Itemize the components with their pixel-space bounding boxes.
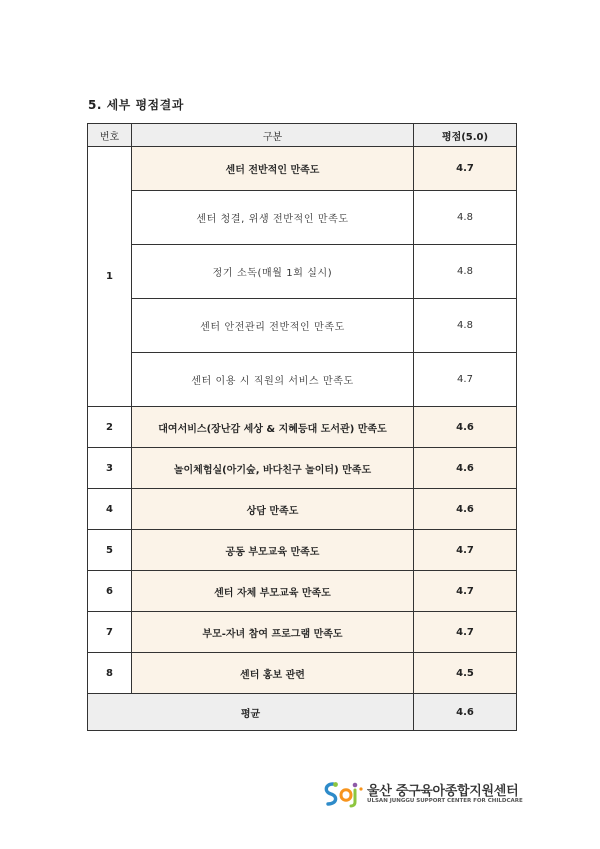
row-label: 센터 홍보 관련 [132,653,414,694]
table-row [88,191,517,245]
table-row [88,530,517,571]
row-label: 센터 안전관리 전반적인 만족도 [132,299,414,353]
table-row [88,571,517,612]
section-title: 5. 세부 평점결과 [88,98,184,112]
average-score: 4.6 [414,694,517,731]
table-row [88,612,517,653]
table-row [88,448,517,489]
row-score: 4.7 [414,612,517,653]
center-logo [322,778,523,810]
table-row [88,299,517,353]
center-name: 울산 중구육아종합지원센터 [367,784,519,799]
table-row [88,489,517,530]
row-number: 6 [88,571,132,612]
row-score: 4.6 [414,448,517,489]
row-number: 4 [88,489,132,530]
average-label: 평균 [88,694,414,731]
row-score: 4.7 [414,571,517,612]
row-score: 4.7 [414,147,517,191]
header-score: 평점(5.0) [414,124,517,147]
center-logo-icon [322,780,364,808]
row-label: 정기 소독(매월 1회 실시) [132,245,414,299]
row-label: 공동 부모교육 만족도 [132,530,414,571]
row-label: 센터 전반적인 만족도 [132,147,414,191]
table-row [88,407,517,448]
average-row [88,694,517,731]
header-number: 번호 [88,124,132,147]
table-row [88,245,517,299]
row-number: 7 [88,612,132,653]
row-label: 대여서비스(장난감 세상 & 지혜등대 도서관) 만족도 [132,407,414,448]
row-score: 4.7 [414,353,517,407]
row-score: 4.6 [414,489,517,530]
row-score: 4.8 [414,299,517,353]
row-number: 5 [88,530,132,571]
row-label: 센터 자체 부모교육 만족도 [132,571,414,612]
table-header-row [88,124,517,147]
row-number: 8 [88,653,132,694]
table-row [88,147,517,191]
row-score: 4.7 [414,530,517,571]
row-number: 1 [88,147,132,407]
row-score: 4.8 [414,191,517,245]
row-label: 센터 청결, 위생 전반적인 만족도 [132,191,414,245]
score-table [87,123,517,731]
row-score: 4.8 [414,245,517,299]
table-row [88,353,517,407]
row-label: 놀이체험실(아기숲, 바다친구 놀이터) 만족도 [132,448,414,489]
row-label: 상담 만족도 [132,489,414,530]
header-category: 구분 [132,124,414,147]
center-subtitle: ULSAN JUNGGU SUPPORT CENTER FOR CHILDCARE [367,798,523,804]
row-label: 부모-자녀 참여 프로그램 만족도 [132,612,414,653]
row-label: 센터 이용 시 직원의 서비스 만족도 [132,353,414,407]
row-score: 4.5 [414,653,517,694]
row-score: 4.6 [414,407,517,448]
row-number: 2 [88,407,132,448]
table-row [88,653,517,694]
row-number: 3 [88,448,132,489]
